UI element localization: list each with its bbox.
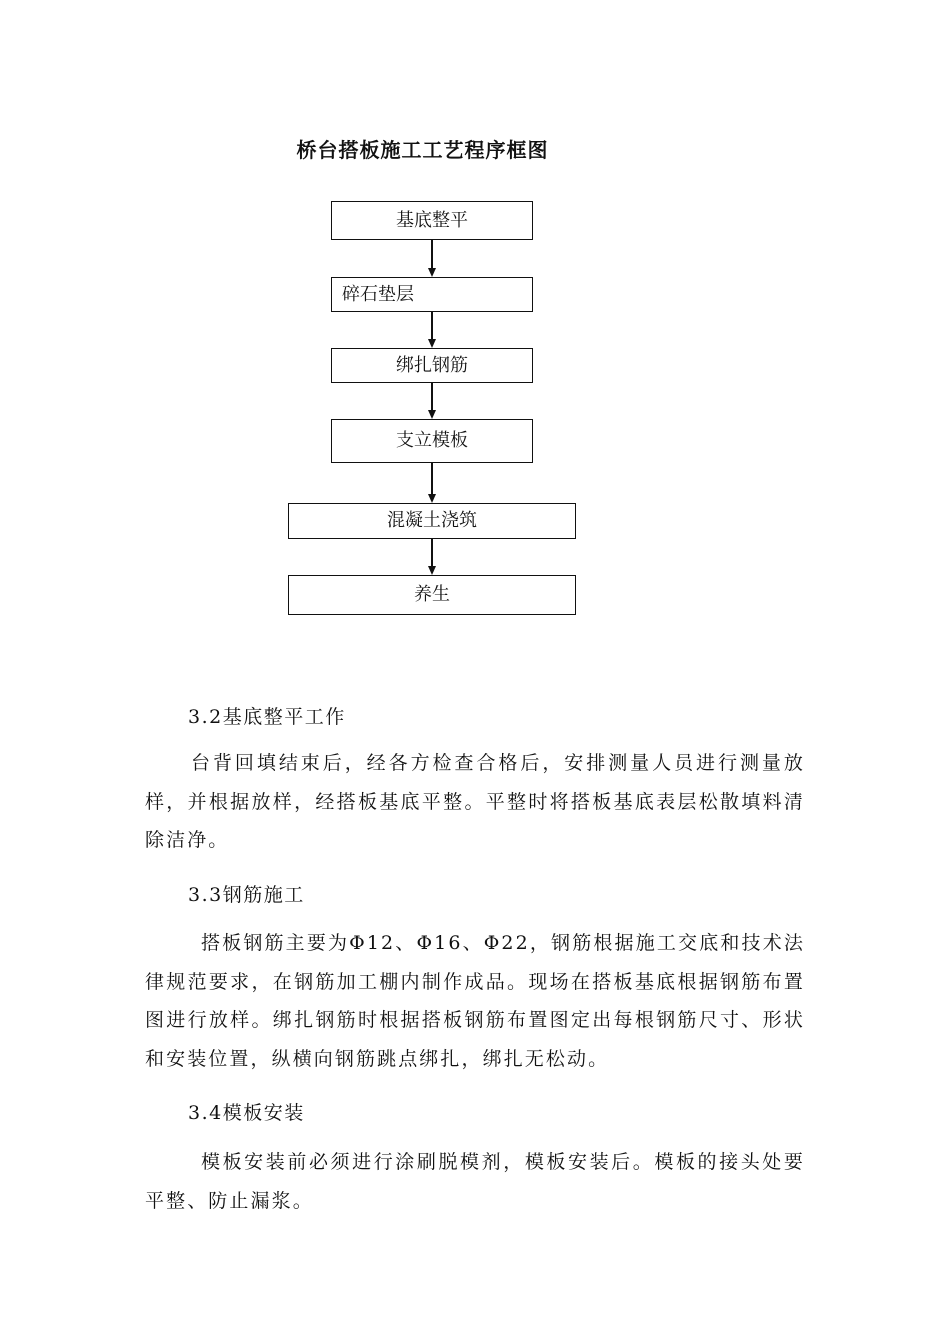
flow-step-rebar-tying: 绑扎钢筋	[331, 348, 533, 383]
flow-step-curing: 养生	[288, 575, 576, 615]
section-heading-3-2: 3.2基底整平工作	[188, 706, 346, 728]
arrow-down-icon	[428, 566, 436, 575]
arrow-down-icon	[428, 410, 436, 419]
flow-step-concrete-pouring: 混凝土浇筑	[288, 503, 576, 539]
paragraph-text: 模板安装前必须进行涂刷脱模剂，模板安装后。模板的接头处要平整、防止漏浆。	[145, 1151, 805, 1212]
section-heading-3-4: 3.4模板安装	[188, 1102, 305, 1124]
flow-step-gravel-cushion: 碎石垫层	[331, 277, 533, 312]
flow-step-base-leveling: 基底整平	[331, 201, 533, 240]
flow-arrow	[431, 383, 433, 411]
flow-step-formwork: 支立模板	[331, 419, 533, 463]
section-body-3-4	[145, 1143, 805, 1220]
flow-arrow	[431, 312, 433, 340]
arrow-down-icon	[428, 339, 436, 348]
paragraph-text: 搭板钢筋主要为Φ12、Φ16、Φ22，钢筋根据施工交底和技术法律规范要求，在钢筋加工棚内制作成品。现场在搭板基底根据钢筋布置图进行放样。绑扎钢筋时根据搭板钢筋布置图定出每根钢筋尺寸、形状和安装位置，纵横向钢筋跳点绑扎，绑扎无松动。	[145, 932, 805, 1070]
section-heading-3-3: 3.3钢筋施工	[188, 884, 305, 906]
flowchart-title: 桥台搭板施工工艺程序框图	[296, 138, 549, 162]
arrow-down-icon	[428, 268, 436, 277]
arrow-down-icon	[428, 494, 436, 503]
flow-arrow	[431, 539, 433, 567]
section-body-3-2	[145, 744, 805, 860]
paragraph-text: 台背回填结束后，经各方检查合格后，安排测量人员进行测量放样，并根据放样，经搭板基底平整。平整时将搭板基底表层松散填料清除洁净。	[145, 752, 805, 851]
flow-arrow	[431, 463, 433, 495]
flow-arrow	[431, 240, 433, 270]
section-body-3-3	[145, 924, 805, 1078]
